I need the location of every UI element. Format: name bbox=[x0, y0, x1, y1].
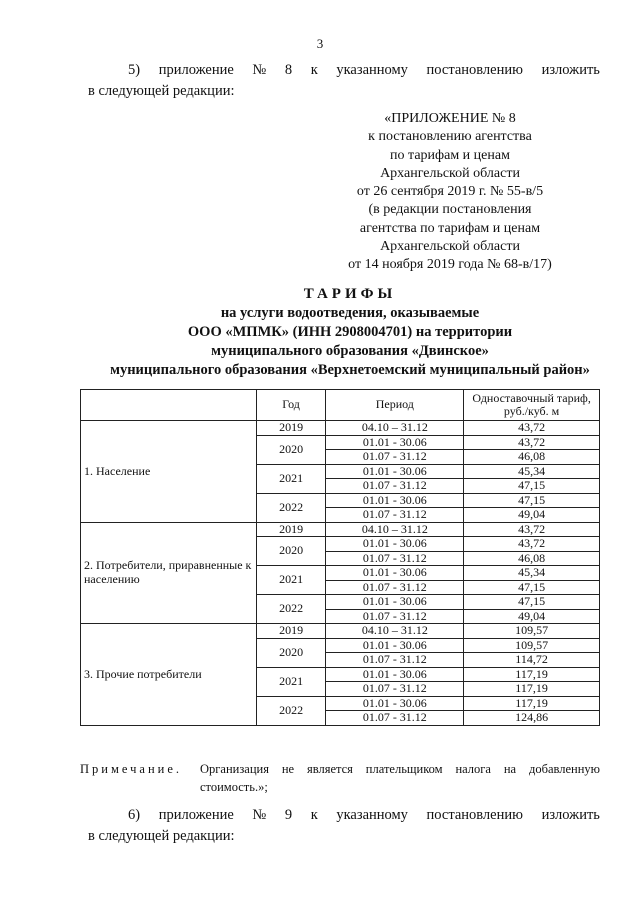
header-tariff: Одноставочный тариф, руб./куб. м bbox=[464, 390, 600, 421]
tariff-cell: 47,15 bbox=[464, 595, 600, 610]
table-row bbox=[81, 624, 600, 639]
period-cell: 04.10 – 31.12 bbox=[326, 421, 464, 436]
tariff-cell: 117,19 bbox=[464, 667, 600, 682]
tariff-cell: 49,04 bbox=[464, 508, 600, 523]
tariff-cell: 46,08 bbox=[464, 551, 600, 566]
header-category bbox=[81, 390, 257, 421]
period-cell: 01.01 - 30.06 bbox=[326, 638, 464, 653]
appendix-line: Архангельской области bbox=[380, 165, 520, 181]
note-text-line-2: стоимость.»; bbox=[200, 780, 268, 794]
category-cell: 2. Потребители, приравненные к населению bbox=[81, 522, 257, 624]
tariff-cell: 49,04 bbox=[464, 609, 600, 624]
note-block bbox=[80, 760, 600, 794]
table-row bbox=[81, 522, 600, 537]
period-cell: 01.07 - 31.12 bbox=[326, 551, 464, 566]
paragraph-word: изложить bbox=[541, 807, 600, 823]
note-text-line-1: Организация не является плательщиком налога на добавленную bbox=[200, 762, 600, 776]
period-cell: 01.07 - 31.12 bbox=[326, 682, 464, 697]
paragraph-word: приложение bbox=[158, 807, 234, 823]
year-cell: 2021 bbox=[256, 667, 326, 696]
tariff-cell: 47,15 bbox=[464, 580, 600, 595]
paragraph-word: к bbox=[310, 62, 318, 78]
period-cell: 01.07 - 31.12 bbox=[326, 653, 464, 668]
period-cell: 01.01 - 30.06 bbox=[326, 464, 464, 479]
tariff-title: ТАРИФЫ bbox=[303, 286, 397, 302]
category-cell: 1. Население bbox=[81, 421, 257, 523]
period-cell: 01.07 - 31.12 bbox=[326, 450, 464, 465]
header-period: Период bbox=[326, 390, 464, 421]
tariff-cell: 117,19 bbox=[464, 696, 600, 711]
paragraph-word: 9 bbox=[284, 807, 293, 823]
tariff-cell: 109,57 bbox=[464, 638, 600, 653]
year-cell: 2021 bbox=[256, 566, 326, 595]
tariff-title-block bbox=[60, 285, 640, 380]
period-cell: 01.07 - 31.12 bbox=[326, 711, 464, 726]
tariff-cell: 43,72 bbox=[464, 537, 600, 552]
period-cell: 01.07 - 31.12 bbox=[326, 609, 464, 624]
period-cell: 01.01 - 30.06 bbox=[326, 537, 464, 552]
period-cell: 01.01 - 30.06 bbox=[326, 435, 464, 450]
tariff-cell: 46,08 bbox=[464, 450, 600, 465]
year-cell: 2021 bbox=[256, 464, 326, 493]
appendix-line: агентства по тарифам и ценам bbox=[359, 220, 541, 236]
item-5-paragraph bbox=[88, 60, 600, 102]
year-cell: 2020 bbox=[256, 537, 326, 566]
title-line-3: муниципального образования «Двинское» bbox=[211, 343, 489, 359]
paragraph-word: 5) bbox=[128, 62, 141, 78]
year-cell: 2019 bbox=[256, 421, 326, 436]
page-number: 3 bbox=[316, 36, 324, 51]
period-cell: 01.01 - 30.06 bbox=[326, 667, 464, 682]
tariff-cell: 43,72 bbox=[464, 435, 600, 450]
paragraph-word: № bbox=[252, 807, 267, 823]
title-line-1: на услуги водоотведения, оказываемые bbox=[220, 305, 480, 321]
item-6-second-line: в следующей редакции: bbox=[88, 828, 235, 844]
header-year: Год bbox=[256, 390, 326, 421]
period-cell: 04.10 – 31.12 bbox=[326, 624, 464, 639]
category-cell: 3. Прочие потребители bbox=[81, 624, 257, 726]
tariff-cell: 43,72 bbox=[464, 522, 600, 537]
appendix-line: от 14 ноября 2019 года № 68-в/17) bbox=[348, 257, 552, 273]
year-cell: 2022 bbox=[256, 696, 326, 725]
year-cell: 2020 bbox=[256, 638, 326, 667]
note-label: Примечание. bbox=[80, 762, 183, 776]
appendix-line: к постановлению агентства bbox=[368, 129, 532, 145]
paragraph-word: постановлению bbox=[426, 807, 523, 823]
appendix-line: от 26 сентября 2019 г. № 55-в/5 bbox=[356, 184, 544, 200]
paragraph-word: указанному bbox=[336, 807, 408, 823]
year-cell: 2019 bbox=[256, 522, 326, 537]
period-cell: 01.07 - 31.12 bbox=[326, 479, 464, 494]
period-cell: 01.07 - 31.12 bbox=[326, 580, 464, 595]
tariff-cell: 47,15 bbox=[464, 493, 600, 508]
paragraph-word: изложить bbox=[541, 62, 600, 78]
tariff-cell: 124,86 bbox=[464, 711, 600, 726]
paragraph-word: постановлению bbox=[426, 62, 523, 78]
tariff-cell: 45,34 bbox=[464, 464, 600, 479]
item-5-second-line: в следующей редакции: bbox=[88, 83, 235, 99]
year-cell: 2022 bbox=[256, 595, 326, 624]
period-cell: 01.01 - 30.06 bbox=[326, 595, 464, 610]
title-line-4: муниципального образования «Верхнетоемский муниципальный район» bbox=[110, 362, 590, 378]
period-cell: 01.07 - 31.12 bbox=[326, 508, 464, 523]
year-cell: 2022 bbox=[256, 493, 326, 522]
period-cell: 04.10 – 31.12 bbox=[326, 522, 464, 537]
paragraph-word: 6) bbox=[128, 807, 141, 823]
tariff-cell: 109,57 bbox=[464, 624, 600, 639]
paragraph-word: приложение bbox=[158, 62, 234, 78]
tariff-cell: 47,15 bbox=[464, 479, 600, 494]
item-6-paragraph bbox=[88, 805, 600, 847]
table-header-row bbox=[81, 390, 600, 421]
table-row bbox=[81, 421, 600, 436]
period-cell: 01.01 - 30.06 bbox=[326, 566, 464, 581]
paragraph-word: № bbox=[252, 62, 267, 78]
appendix-line: (в редакции постановления bbox=[368, 202, 532, 218]
tariff-cell: 114,72 bbox=[464, 653, 600, 668]
item-6-first-line bbox=[88, 805, 600, 826]
period-cell: 01.01 - 30.06 bbox=[326, 696, 464, 711]
appendix-header-block bbox=[330, 110, 570, 275]
title-line-2: ООО «МПМК» (ИНН 2908004701) на территории bbox=[187, 324, 513, 340]
year-cell: 2020 bbox=[256, 435, 326, 464]
tariff-cell: 117,19 bbox=[464, 682, 600, 697]
tariff-table bbox=[80, 389, 600, 726]
period-cell: 01.01 - 30.06 bbox=[326, 493, 464, 508]
paragraph-word: указанному bbox=[336, 62, 408, 78]
tariff-cell: 45,34 bbox=[464, 566, 600, 581]
appendix-line: «ПРИЛОЖЕНИЕ № 8 bbox=[384, 111, 516, 126]
year-cell: 2019 bbox=[256, 624, 326, 639]
paragraph-word: 8 bbox=[284, 62, 293, 78]
tariff-cell: 43,72 bbox=[464, 421, 600, 436]
paragraph-word: к bbox=[310, 807, 318, 823]
item-5-first-line bbox=[88, 60, 600, 81]
appendix-line: Архангельской области bbox=[380, 239, 520, 255]
appendix-line: по тарифам и ценам bbox=[390, 147, 510, 163]
